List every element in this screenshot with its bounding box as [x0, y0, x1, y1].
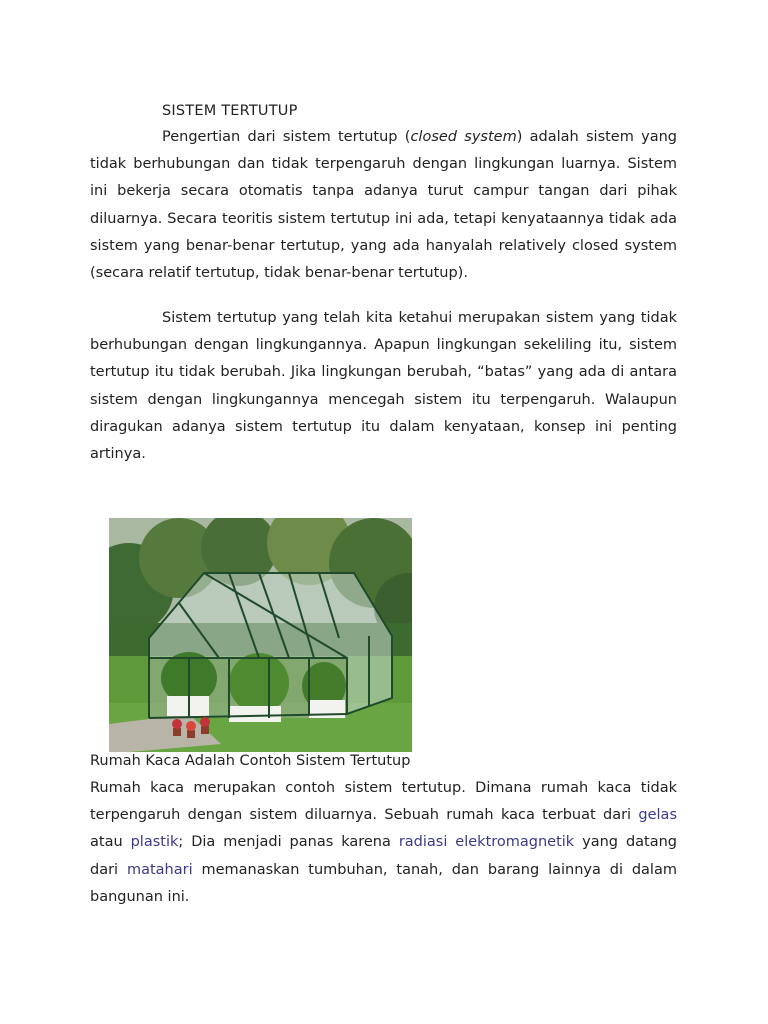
p1-text-after: ) adalah sistem yang tidak berhubungan dan tidak terpengaruh dengan lingkungan luarnya. Sistem ini bekerja secara otomatis tanpa adanya turut campur tangan dari pihak diluarnya. Secara teoritis sistem tertutup ini ada, tetapi kenyataannya tidak ada sistem yang benar-benar tertutup, yang ada hanyalah relatively closed system (secara relatif tertutup, tidak benar-benar tertutup). [90, 129, 677, 282]
p3-text-4: yang datang dari [90, 834, 677, 878]
image-caption: Rumah Kaca Adalah Contoh Sistem Tertutup [90, 753, 411, 769]
p1-text-before: Pengertian dari sistem tertutup ( [162, 129, 411, 145]
link-radiasi-elektromagnetik[interactable]: radiasi elektromagnetik [398, 834, 575, 851]
link-gelas[interactable]: gelas [638, 807, 677, 824]
p3-text-2: atau [90, 834, 131, 851]
paragraph-explanation [90, 305, 677, 468]
p3-text-3: ; Dia menjadi panas karena [178, 834, 399, 851]
paragraph-definition [90, 124, 677, 287]
greenhouse-image [109, 518, 412, 752]
link-plastik[interactable]: plastik [130, 834, 179, 851]
p3-text-5: memanaskan tumbuhan, tanah, dan barang lainnya di dalam bangunan ini. [90, 861, 677, 905]
p3-text-1: Rumah kaca merupakan contoh sistem tertutup. Dimana rumah kaca tidak terpengaruh dengan sistem diluarnya. Sebuah rumah kaca terbuat dari [90, 780, 677, 824]
link-matahari[interactable]: matahari [126, 861, 193, 878]
p2-text: Sistem tertutup yang telah kita ketahui merupakan sistem yang tidak berhubungan dengan lingkungannya. Apapun lingkungan sekeliling itu, sistem tertutup itu tidak berubah. Jika lingkungan berubah, “batas” yang ada di antara sistem dengan lingkungannya mencegah sistem itu terpengaruh. Walaupun diragukan adanya sistem tertutup itu dalam kenyataan, konsep ini penting artinya. [90, 310, 677, 463]
paragraph-greenhouse [90, 775, 677, 911]
p1-italic-term: closed system [410, 129, 517, 145]
section-heading: SISTEM TERTUTUP [162, 103, 298, 119]
